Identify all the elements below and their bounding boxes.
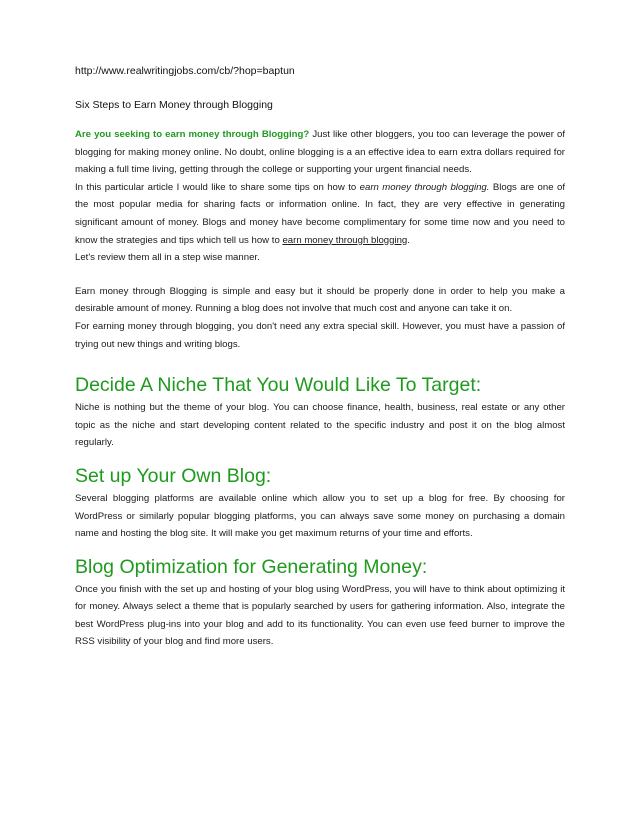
section-body-niche: Niche is nothing but the theme of your blog. You can choose finance, health, business, real estate or any other topic as the niche and start developing content related to the specific industry and post it on the blog almost regularly. xyxy=(75,402,565,449)
intro-paragraph-2-text-b: Blogs are one of the most popular media for sharing facts or information online. In fact, they are very effective in generating significant amount of money. Blogs and money have become complimentary for some time now and you need to know the strategies and tips which tell us how to xyxy=(75,181,565,246)
section-heading-setup-blog: Set up Your Own Blog: xyxy=(75,464,272,487)
intro-paragraph-2 xyxy=(75,179,565,249)
section-body-setup-blog: Several blogging platforms are available online which allow you to set up a blog for free. By choosing for WordPress or similarly popular blogging platforms, you can always save some money on purchasing a domain name and hosting the blog site. It will make you get maximum returns of your time and efforts. xyxy=(75,492,565,540)
section-heading-optimization: Blog Optimization for Generating Money: xyxy=(75,555,428,578)
document-title: Six Steps to Earn Money through Blogging xyxy=(75,99,273,111)
intro-paragraph-1 xyxy=(75,126,565,179)
intro-italic-phrase: earn money through blogging. xyxy=(359,181,490,193)
earn-money-link[interactable]: earn money through blogging xyxy=(282,234,408,246)
intro-paragraph-5: For earning money through blogging, you don't need any extra special skill. However, you must have a passion of trying out new things and writing blogs. xyxy=(75,320,565,350)
section-heading-niche: Decide A Niche That You Would Like To Target: xyxy=(75,374,482,397)
document-page xyxy=(75,64,565,651)
section-body-optimization: Once you finish with the set up and hosting of your blog using WordPress, you will have to think about optimizing it for money. Always select a theme that is popularly searched by users for gathering information. Also, integrate the best WordPress plug-ins into your blog and add to its functionality. You can even use feed burner to improve the RSS visibility of your blog and find more users. xyxy=(75,583,565,648)
intro-paragraph-2-text-c: . xyxy=(407,234,410,246)
intro-paragraph-3: Let's review them all in a step wise manner. xyxy=(75,252,260,264)
source-url: http://www.realwritingjobs.com/cb/?hop=baptun xyxy=(75,65,295,77)
intro-paragraph-4: Earn money through Blogging is simple and easy but it should be properly done in order to help you make a desirable amount of money. Running a blog does not involve that much cost and anyone can take it on. xyxy=(75,285,565,315)
intro-paragraph-2-text-a: In this particular article I would like to share some tips on how to xyxy=(75,181,360,193)
paragraph-gap xyxy=(75,267,565,283)
intro-lead-question: Are you seeking to earn money through Blogging? xyxy=(75,129,310,140)
intro-paragraph-1-text: Just like other bloggers, you too can leverage the power of blogging for making money online. No doubt, online blogging is a an effective idea to earn extra dollars required for making a full time living, getting through the college or supporting your urgent financial needs. xyxy=(75,129,565,176)
